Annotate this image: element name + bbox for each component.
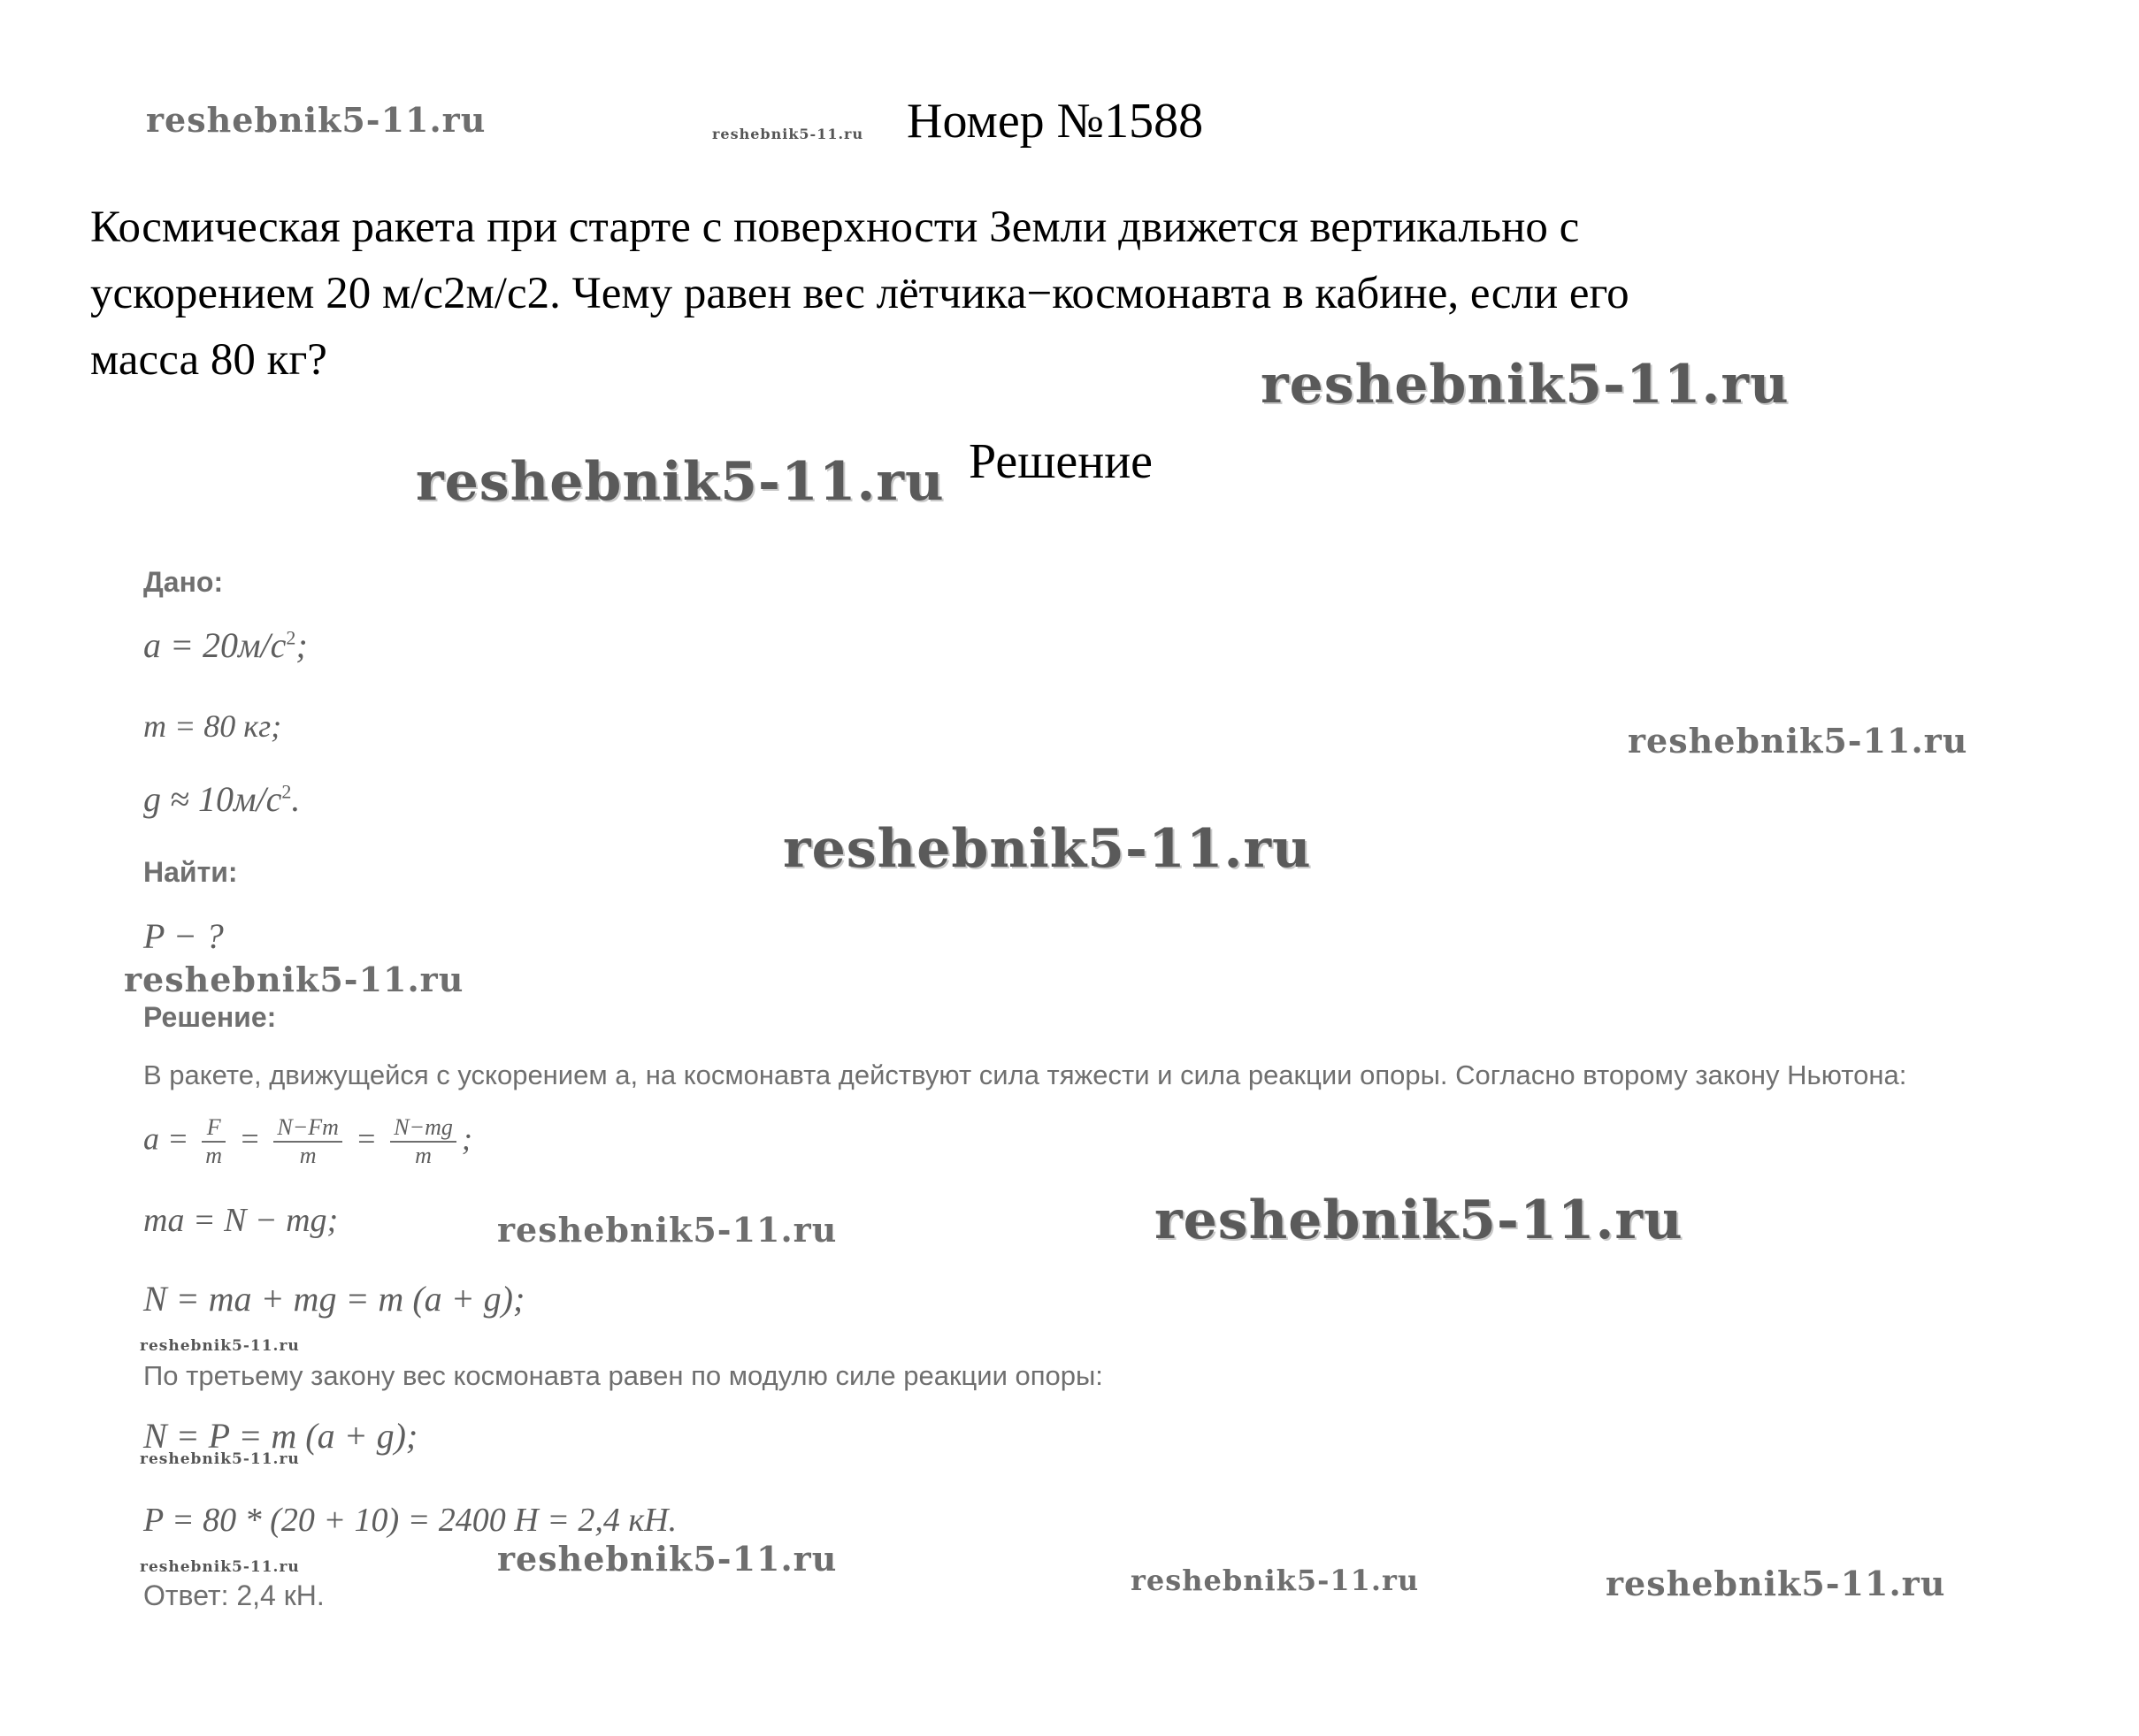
watermark: reshebnik5-11.ru [783,818,1312,880]
watermark: reshebnik5-11.ru [1606,1564,1946,1603]
watermark: reshebnik5-11.ru [140,1337,300,1355]
problem-line: ускорением 20 м/с2м/с2. Чему равен вес лётчика−космонавта в кабине, если его [90,269,1629,318]
exponent: 2 [281,780,292,803]
watermark: reshebnik5-11.ru [1131,1564,1420,1597]
given-label: Дано: [143,566,224,598]
solution-text-third-law: По третьему закону вес космонавта равен по модулю силе реакции опоры: [143,1360,1103,1391]
watermark: reshebnik5-11.ru [140,1450,300,1468]
problem-line: масса 80 кг? [90,335,327,385]
punct: ; [295,625,308,665]
page-title: Номер №1588 [907,94,1204,149]
denominator: m [299,1143,317,1168]
equation-n: N = ma + mg = m (a + g); [143,1279,525,1319]
exponent: 2 [286,626,296,649]
watermark: reshebnik5-11.ru [1154,1189,1683,1251]
punct: ; [461,1120,472,1157]
equation-part: = [239,1120,261,1157]
fraction [202,1114,226,1169]
denominator: m [415,1143,432,1168]
fraction [273,1114,342,1169]
given-acceleration-text: a = 20м/с [143,625,287,665]
watermark: reshebnik5-11.ru [140,1558,300,1576]
numerator: F [202,1114,226,1143]
given-gravity-text: g ≈ 10м/с [143,779,282,819]
watermark: reshebnik5-11.ru [712,126,864,142]
numerator: N−mg [390,1114,456,1143]
problem-line: Космическая ракета при старте с поверхности Земли движется вертикально с [90,203,1580,252]
watermark: reshebnik5-11.ru [1628,721,1968,761]
equation-result: P = 80 * (20 + 10) = 2400 Н = 2,4 кН. [143,1502,678,1539]
find-weight: P − ? [143,916,224,956]
equation-part: a = [143,1120,189,1157]
given-acceleration [143,624,308,666]
watermark: reshebnik5-11.ru [416,451,945,513]
watermark: reshebnik5-11.ru [1261,354,1790,416]
find-label: Найти: [143,856,238,888]
watermark: reshebnik5-11.ru [497,1210,838,1250]
equation-part: = [355,1120,378,1157]
solution-text-newton: В ракете, движущейся с ускорением a, на космонавта действуют сила тяжести и сила реакции опоры. Согласно второму закону Ньютона: [143,1059,1907,1090]
watermark: reshebnik5-11.ru [497,1539,838,1579]
watermark: reshebnik5-11.ru [124,960,464,999]
given-mass: m = 80 кг; [143,708,282,744]
numerator: N−Fт [273,1114,342,1143]
watermark: reshebnik5-11.ru [146,100,487,140]
denominator: m [205,1143,223,1168]
fraction [390,1114,456,1169]
equation-np: N = P = m (a + g); [143,1416,418,1456]
given-gravity [143,778,300,820]
solution-label: Решение: [143,1001,277,1033]
equation-ma: ma = N − mg; [143,1202,339,1239]
punct: . [291,779,301,819]
solution-heading: Решение [969,434,1154,489]
equation-newton [143,1114,472,1169]
answer: Ответ: 2,4 кН. [143,1579,325,1611]
